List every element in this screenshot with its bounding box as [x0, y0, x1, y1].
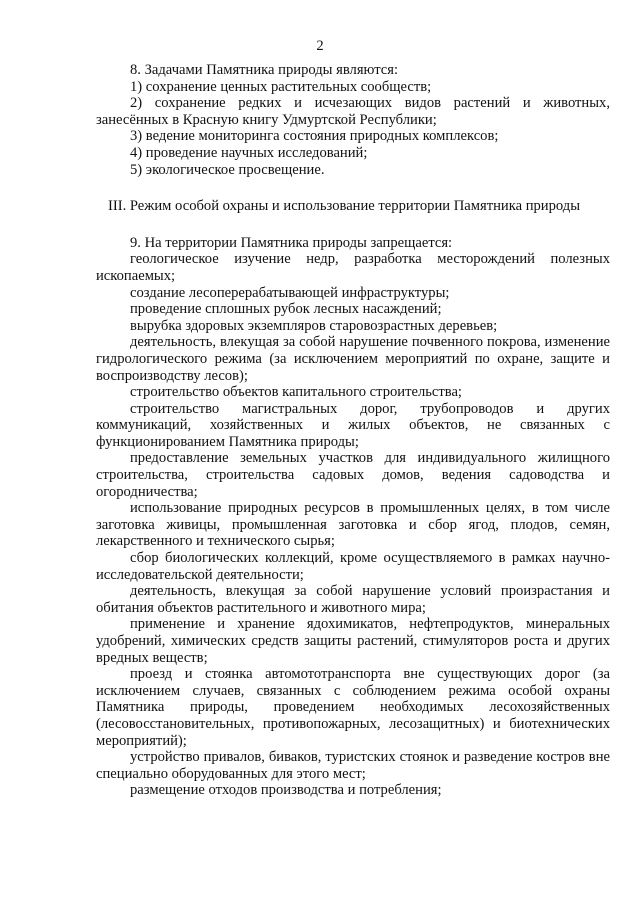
prohibition-item: применение и хранение ядохимикатов, нефтепродуктов, минеральных удобрений, химических средств защиты растений, стимуляторов роста и других вредных веществ; — [96, 616, 610, 666]
prohibition-item: создание лесоперерабатывающей инфраструктуры; — [130, 284, 450, 301]
task-item: 5) экологическое просвещение. — [130, 161, 325, 178]
prohibition-item: строительство магистральных дорог, трубопроводов и других коммуникаций, хозяйственных и жилых объектов, не связанных с функционированием Памятника природы; — [96, 400, 610, 450]
task-item: 1) сохранение ценных растительных сообществ; — [130, 78, 432, 95]
prohibition-item: деятельность, влекущая за собой нарушение почвенного покрова, изменение гидрологического режима (за исключением мероприятий по охране, защите и воспроизводству лесов); — [96, 334, 610, 384]
tasks-title: 8. Задачами Памятника природы являются: — [130, 62, 399, 78]
task-item: 3) ведение мониторинга состояния природных комплексов; — [130, 128, 499, 145]
prohibition-item: размещение отходов производства и потребления; — [130, 782, 442, 799]
prohibition-item: строительство объектов капитального строительства; — [130, 384, 462, 401]
prohibitions-title: 9. На территории Памятника природы запрещается: — [130, 234, 453, 251]
section-heading: III. Режим особой охраны и использование территории Памятника природы — [108, 198, 581, 215]
prohibition-item: геологическое изучение недр, разработка месторождений полезных ископаемых; — [96, 251, 610, 284]
page-number: 2 — [316, 38, 324, 54]
prohibition-item: устройство привалов, биваков, туристских стоянок и разведение костров вне специально оборудованных для этого мест; — [96, 749, 610, 782]
prohibition-item: деятельность, влекущая за собой нарушение условий произрастания и обитания объектов растительного и животного мира; — [96, 583, 610, 616]
document-body — [96, 62, 610, 799]
prohibition-item: вырубка здоровых экземпляров старовозрастных деревьев; — [130, 317, 498, 334]
prohibition-item: сбор биологических коллекций, кроме осуществляемого в рамках научно-исследовательской деятельности; — [96, 550, 610, 583]
task-item: 2) сохранение редких и исчезающих видов растений и животных, занесённых в Красную книгу Удмуртской Республики; — [96, 95, 610, 128]
task-item: 4) проведение научных исследований; — [130, 144, 368, 161]
prohibition-item: проезд и стоянка автомототранспорта вне существующих дорог (за исключением случаев, связанных с соблюдением режима особой охраны Памятника природы, проведением необходимых лесохозяйственных (лесовосстановительных, противопожарных, лесозащитных) и биотехнических мероприятий); — [96, 666, 610, 749]
prohibition-item: использование природных ресурсов в промышленных целях, в том числе заготовка живицы, промышленная заготовка и сбор ягод, плодов, семян, лекарственного и технического сырья; — [96, 500, 610, 550]
prohibition-item: предоставление земельных участков для индивидуального жилищного строительства, строительства садовых домов, ведения садоводства и огородничества; — [96, 450, 610, 500]
prohibition-item: проведение сплошных рубок лесных насаждений; — [130, 301, 442, 318]
